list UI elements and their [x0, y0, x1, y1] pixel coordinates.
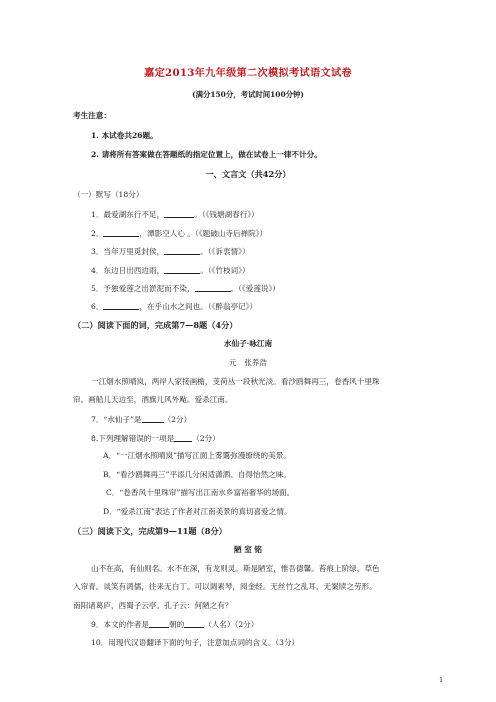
- poem-author: 元 张养浩: [229, 358, 267, 367]
- page-number: 1: [439, 676, 444, 684]
- fill-blank-question: 4．东边日出西边雨， 。（《竹枝词》）: [91, 266, 250, 275]
- fill-blank-question: 2． ，潭影空人心 。（《题破山寺后禅院》）: [91, 229, 268, 238]
- question-9: 9．本文的作者是 朝的 （人名）（2分）: [91, 620, 259, 629]
- essay-text: 南阳诸葛庐，西蜀子云亭。孔子云：何陋之有？: [73, 601, 233, 610]
- choice-option: C．“卷香风十里珠帘”描写出江南水乡富裕奢华的场面。: [106, 488, 295, 497]
- essay-text: 入帘青。谈笑有鸿儒，往来无白丁。可以调素琴，阅金经。无丝竹之乱耳，无案牍之劳形。: [73, 582, 377, 591]
- answer-blank: [103, 228, 139, 237]
- question-7: 7．“水仙子”是 （2分）: [91, 415, 192, 424]
- answer-blank: [142, 414, 164, 423]
- choice-option: A．“一江烟水照晴岚”描写江面上雾霭弥漫缭绕的美景。: [103, 451, 291, 460]
- answer-blank: [184, 619, 204, 628]
- answer-blank: [103, 301, 139, 310]
- answer-blank: [164, 265, 200, 274]
- choice-option: D．“爱杀江南”表达了作者对江南美景的真切喜爱之情。: [103, 507, 292, 516]
- poem-title: 水仙子·咏江南: [223, 339, 273, 348]
- fill-blank-question: 5．予独爱莲之出淤泥而不染， 。（《爱莲说》）: [91, 284, 280, 293]
- poem-text: 一江烟水照晴岚，两岸人家接画檐，芰荷丛一段秋光淡。看沙鸥舞再三，卷香风十里珠: [91, 377, 380, 386]
- answer-blank: [149, 619, 169, 628]
- notice-heading: 考生注意：: [73, 111, 111, 120]
- fill-blank-question: 6． ，在乎山水之间也。（《醉翁亭记》）: [91, 302, 258, 311]
- answer-blank: [164, 246, 200, 255]
- answer-blank: [164, 209, 194, 218]
- answer-blank: [195, 283, 231, 292]
- exam-title: 嘉定2013年九年级第二次模拟考试语文试卷: [144, 67, 352, 79]
- essay-text: 山不在高，有仙则名。水不在深，有龙则灵。斯是陋室，惟吾德馨。苔痕上阶绿，草色: [91, 564, 380, 573]
- subsection-heading: （二）阅读下面的词，完成第7—8题（4分）: [73, 320, 238, 330]
- subsection-heading: （三）阅读下文，完成第9—11题（8分）: [73, 526, 227, 536]
- question-10: 10．用现代汉语翻译下面的句子，注意加点词的含义。（3分）: [91, 638, 300, 647]
- notice-item: 2. 请将所有答案做在答题纸的指定位置上，做在试卷上一律不计分。: [91, 150, 322, 159]
- notice-item: 1. 本试卷共26题。: [91, 131, 158, 140]
- poem-text: 帘。画船儿天边至，酒旗儿风外飐。爱杀江南。: [73, 395, 233, 404]
- section-heading: 一、文言文（共42分）: [205, 169, 291, 179]
- answer-blank: [174, 433, 192, 442]
- subsection-heading: （一）默写（18分）: [73, 190, 144, 199]
- fill-blank-question: 1．最爱湖东行不足， 。（《钱塘湖春行》）: [91, 210, 259, 219]
- question-8: 8.下列理解错误的一项是 （2分）: [91, 434, 220, 443]
- fill-blank-question: 3．当年万里觅封侯， 。（《诉衷情》）: [91, 247, 250, 256]
- essay-title: 陋 室 铭: [233, 545, 263, 554]
- choice-option: B．“看沙鸥舞再三”平添几分闲适潇洒、自得怡然之味。: [103, 470, 291, 479]
- exam-info: (满分150分，考试时间100分钟): [192, 90, 304, 99]
